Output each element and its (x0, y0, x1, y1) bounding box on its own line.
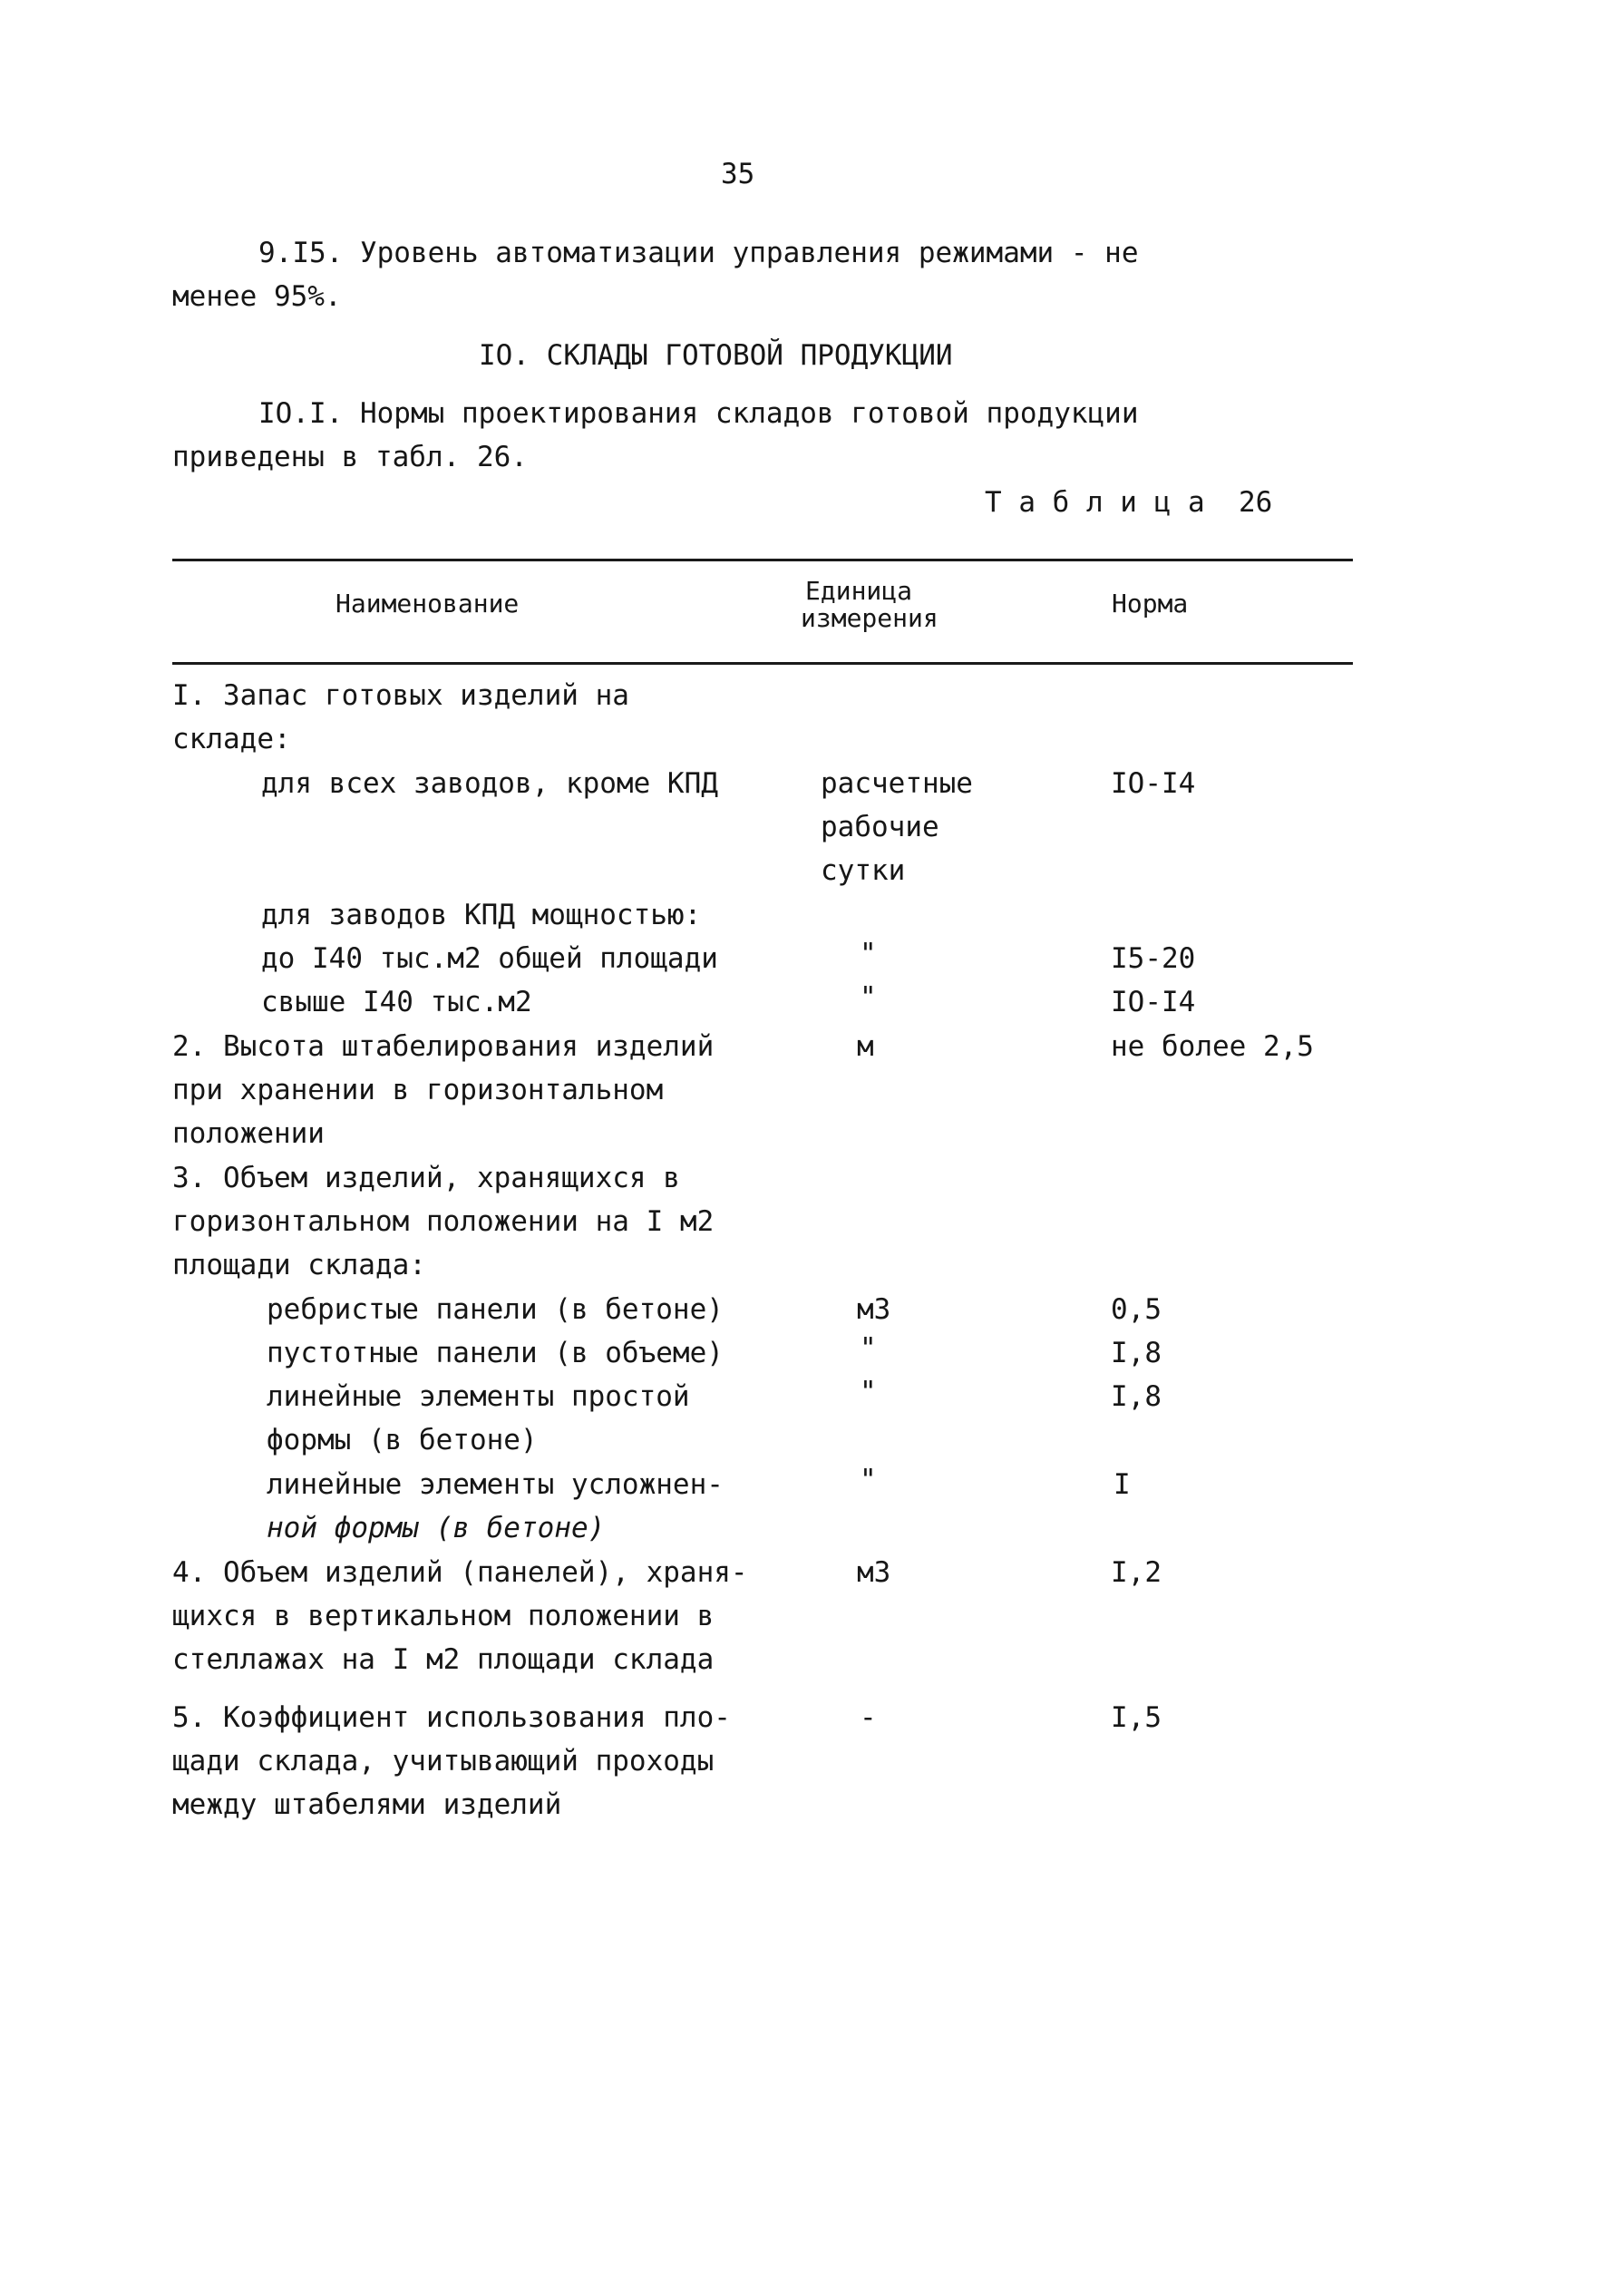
row-5-name-line-3: между штабелями изделий (172, 1788, 562, 1821)
paragraph-10-1-line-2: приведены в табл. 26. (172, 441, 528, 473)
table-caption: Т а б л и ц а 26 (985, 486, 1273, 519)
paragraph-10-1-line-1: IO.I. Нормы проектирования складов готовой продукции (258, 397, 1139, 430)
header-name: Наименование (335, 589, 520, 619)
row-1a-unit-line-1: расчетные (821, 767, 973, 800)
row-1d-norm: IO-I4 (1111, 986, 1196, 1018)
row-1a-unit-line-3: сутки (821, 854, 906, 887)
row-2-name-line-3: положении (172, 1117, 325, 1150)
page-number: 35 (721, 158, 755, 190)
header-norm: Норма (1112, 589, 1189, 619)
row-3c-norm: I,8 (1111, 1380, 1162, 1413)
row-3d-name-line-2: ной формы (в бетоне) (267, 1512, 606, 1544)
row-5-unit: - (860, 1701, 877, 1734)
table-header-rule (172, 662, 1353, 665)
row-3d-name-line-1: линейные элементы усложнен- (267, 1468, 724, 1501)
row-1c-norm: I5-20 (1111, 942, 1196, 975)
row-2-name-line-1: 2. Высота штабелирования изделий (172, 1030, 715, 1063)
row-4-name-line-3: стеллажах на I м2 площади склада (172, 1643, 715, 1676)
row-5-name-line-2: щади склада, учитывающий проходы (172, 1745, 715, 1778)
row-3b-unit: " (860, 1332, 877, 1365)
row-4-name-line-2: щихся в вертикальном положении в (172, 1600, 715, 1632)
row-1a-unit-line-2: рабочие (821, 811, 939, 843)
row-1d-name: свыше I40 тыс.м2 (261, 986, 532, 1018)
row-3a-name: ребристые панели (в бетоне) (267, 1293, 724, 1326)
table-top-rule (172, 559, 1353, 561)
header-unit-line-1: Единица (805, 576, 913, 606)
row-1c-name: до I40 тыс.м2 общей площади (261, 942, 718, 975)
row-2-unit: м (857, 1030, 874, 1063)
row-3c-name-line-1: линейные элементы простой (267, 1380, 690, 1413)
row-1a-norm: IO-I4 (1111, 767, 1196, 800)
row-1c-unit: " (860, 938, 877, 970)
row-1b-name: для заводов КПД мощностью: (261, 899, 702, 931)
row-3d-unit: " (860, 1464, 877, 1496)
row-2-norm: не более 2,5 (1111, 1030, 1314, 1063)
row-5-name-line-1: 5. Коэффициент использования пло- (172, 1701, 731, 1734)
row-3a-unit: м3 (857, 1293, 891, 1326)
row-1d-unit: " (860, 981, 877, 1014)
row-1a-name: для всех заводов, кроме КПД (261, 767, 718, 800)
row-3c-name-line-2: формы (в бетоне) (267, 1424, 538, 1456)
row-3a-norm: 0,5 (1111, 1293, 1162, 1326)
paragraph-9-15-line-1: 9.I5. Уровень автоматизации управления режимами - не (258, 237, 1139, 269)
row-1-name-line-1: I. Запас готовых изделий на (172, 679, 629, 712)
paragraph-9-15-line-2: менее 95%. (172, 280, 342, 313)
row-3-name-line-3: площади склада: (172, 1249, 426, 1281)
row-3b-name: пустотные панели (в объеме) (267, 1337, 724, 1369)
row-4-unit: м3 (857, 1556, 891, 1589)
row-2-name-line-2: при хранении в горизонтальном (172, 1074, 664, 1106)
header-unit-line-2: измерения (801, 603, 938, 633)
section-title: IO. СКЛАДЫ ГОТОВОЙ ПРОДУКЦИИ (479, 339, 953, 372)
row-3d-norm: I (1113, 1468, 1131, 1501)
row-5-norm: I,5 (1111, 1701, 1162, 1734)
row-3-name-line-1: 3. Объем изделий, хранящихся в (172, 1162, 680, 1194)
row-4-name-line-1: 4. Объем изделий (панелей), храня- (172, 1556, 748, 1589)
row-3c-unit: " (860, 1376, 877, 1408)
row-4-norm: I,2 (1111, 1556, 1162, 1589)
row-1-name-line-2: складе: (172, 723, 291, 755)
row-3-name-line-2: горизонтальном положении на I м2 (172, 1205, 715, 1238)
row-3b-norm: I,8 (1111, 1337, 1162, 1369)
